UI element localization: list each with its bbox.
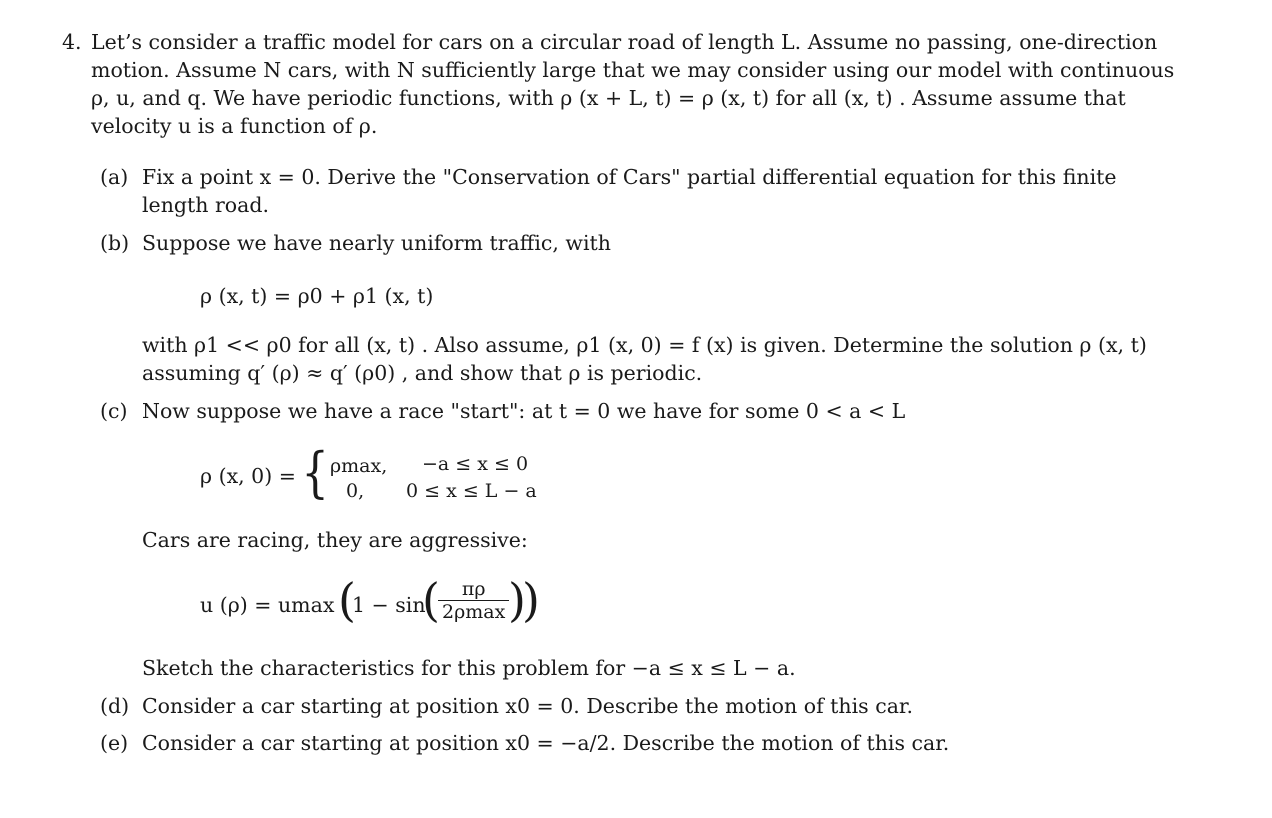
piecewise-lhs: ρ (x, 0) =	[200, 464, 296, 488]
case-1-value: ρmax,	[330, 455, 388, 477]
part-d-label: (d)	[100, 694, 130, 718]
velocity-inner: 1 − sin	[352, 593, 426, 617]
intro-line-4: velocity u is a function of ρ.	[91, 114, 378, 138]
intro-line-1: Let’s consider a traffic model for cars on a circular road of length L. Assume no passing, one-direction	[91, 30, 1158, 54]
part-c-line-3: Sketch the characteristics for this problem for −a ≤ x ≤ L − a.	[142, 656, 796, 680]
part-b-line-3: assuming q′ (ρ) ≈ q′ (ρ0) , and show that ρ is periodic.	[142, 361, 703, 385]
part-b-equation: ρ (x, t) = ρ0 + ρ1 (x, t)	[200, 284, 434, 308]
part-b-label: (b)	[100, 231, 130, 255]
problem-number: 4.	[62, 30, 82, 54]
part-e-text: Consider a car starting at position x0 = −a/2. Describe the motion of this car.	[142, 731, 950, 755]
part-c-label: (c)	[100, 399, 128, 423]
inner-open-paren: (	[422, 573, 440, 627]
intro-line-3: ρ, u, and q. We have periodic functions, with ρ (x + L, t) = ρ (x, t) for all (x, t) . Assume assume that	[91, 86, 1126, 110]
part-c-line-2: Cars are racing, they are aggressive:	[142, 528, 528, 552]
left-brace-symbol: {	[301, 441, 329, 504]
part-b-line-1: Suppose we have nearly uniform traffic, with	[142, 231, 611, 255]
outer-close-paren: )	[522, 573, 540, 627]
part-a-line-1: Fix a point x = 0. Derive the "Conservation of Cars" partial differential equation for this finite	[142, 165, 1117, 189]
part-a-line-2: length road.	[142, 193, 269, 217]
velocity-lhs: u (ρ) = umax	[200, 593, 335, 617]
case-1-condition: −a ≤ x ≤ 0	[422, 453, 529, 475]
inner-close-paren: )	[508, 573, 526, 627]
part-b-line-2: with ρ1 << ρ0 for all (x, t) . Also assume, ρ1 (x, 0) = f (x) is given. Determine the solution ρ (x, t)	[142, 333, 1147, 357]
part-a-label: (a)	[100, 165, 129, 189]
part-d-text: Consider a car starting at position x0 = 0. Describe the motion of this car.	[142, 694, 913, 718]
part-c-line-1: Now suppose we have a race "start": at t = 0 we have for some 0 < a < L	[142, 399, 906, 423]
velocity-fraction	[438, 578, 509, 623]
case-2-value: 0,	[346, 480, 365, 502]
outer-open-paren: (	[338, 573, 356, 627]
fraction-numerator: πρ	[461, 578, 486, 600]
part-e-label: (e)	[100, 731, 129, 755]
fraction-denominator: 2ρmax	[438, 600, 509, 623]
intro-line-2: motion. Assume N cars, with N sufficiently large that we may consider using our model with continuous	[91, 58, 1175, 82]
case-2-condition: 0 ≤ x ≤ L − a	[406, 480, 537, 502]
